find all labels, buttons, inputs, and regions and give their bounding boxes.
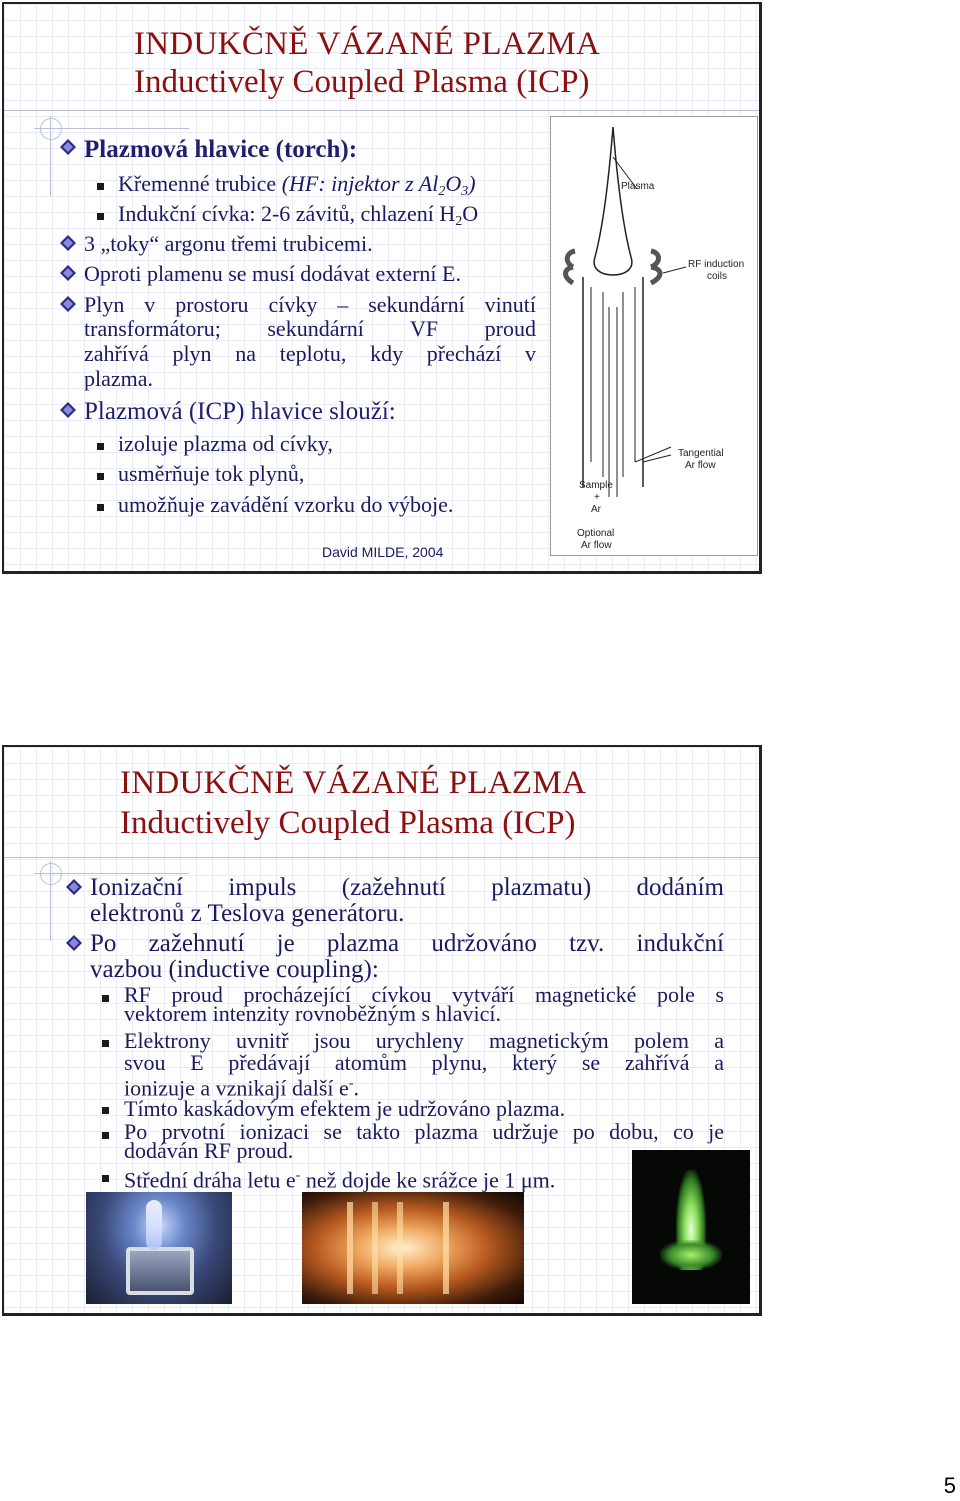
gas-text-line-4: plazma. (84, 366, 154, 391)
title-divider (4, 857, 762, 858)
gas-text-line-3: zahřívá plyn na teplotu, kdy přechází v (84, 341, 536, 366)
square-bullet-icon (102, 995, 109, 1002)
optional-label-line1: Optional (577, 528, 615, 539)
page-number: 5 (943, 1473, 956, 1498)
square-bullet-icon (102, 1040, 109, 1047)
square-bullet-icon (102, 1175, 109, 1182)
tangential-label-line1: Tangential (678, 448, 724, 459)
deco-ring (40, 118, 62, 140)
diamond-bullet-icon (60, 235, 76, 251)
square-bullet-icon (102, 1107, 109, 1114)
diamond-bullet-icon (60, 296, 76, 312)
footer-author: David MILDE, 2004 (322, 544, 444, 560)
diamond-bullet-icon (66, 879, 82, 895)
coil-right-bottom (651, 267, 660, 283)
slide-subtitle: Inductively Coupled Plasma (ICP) (120, 805, 576, 841)
torch-item-coil: Indukční cívka: 2-6 závitů, chlazení $H_2O$ (118, 201, 479, 229)
icp-torch-diagram (550, 116, 758, 556)
square-bullet-icon (97, 504, 104, 511)
optional-label-line2: Ar flow (581, 540, 612, 551)
square-bullet-icon (97, 213, 104, 220)
bullet-cascade: Tímto kaskádovým efektem je udržováno plazma. (124, 1096, 566, 1121)
serves-heading: Plazmová (ICP) hlavice slouží: (84, 398, 396, 425)
energy-text: Oproti plamenu se musí dodávat externí E. (84, 261, 461, 286)
slide-1 (2, 2, 762, 574)
square-bullet-icon (97, 473, 104, 480)
ionization-line-1: Ionizační impuls (zažehnutí plazmatu) dodáním (90, 874, 724, 901)
square-bullet-icon (97, 443, 104, 450)
coupling-line-1: Po zažehnutí je plazma udržováno tzv. indukční (90, 930, 724, 957)
serves-item: izoluje plazma od cívky, (118, 431, 333, 456)
torch-heading: Plazmová hlavice (torch): (84, 136, 358, 163)
serves-item: usměrňuje tok plynů, (118, 461, 305, 486)
coil-right-top (651, 251, 659, 267)
diamond-bullet-icon (66, 935, 82, 951)
bullet-rf-line-2: vektorem intenzity rovnoběžným s hlavicí. (124, 1001, 501, 1026)
induction-coil-glow-photo (302, 1192, 524, 1304)
coupling-line-2: vazbou (inductive coupling): (90, 956, 379, 983)
plasma-flame-shape (594, 127, 632, 275)
sample-label-line3: Ar (591, 504, 601, 515)
gas-text-line-1: Plyn v prostoru cívky – sekundární vinutí (84, 292, 536, 317)
title-divider (4, 110, 762, 111)
icp-torch-photo (86, 1192, 232, 1304)
deco-ring (40, 863, 62, 885)
diamond-bullet-icon (60, 265, 76, 281)
bullet-mean-free-path: Střední dráha letu e- než dojde ke srážce je 1 μm. (124, 1167, 556, 1193)
slide-subtitle: Inductively Coupled Plasma (ICP) (134, 64, 590, 100)
torch-item-quartz: Křemenné trubice (HF: injektor z $Al_2O_3$) (118, 171, 476, 199)
diamond-bullet-icon (60, 402, 76, 418)
gas-text-line-2: transformátoru; sekundární VF proud (84, 316, 536, 341)
sample-label-line2: + (594, 492, 600, 503)
coil-left-top (567, 251, 575, 267)
bullet-electrons-line-2: svou E předávají atomům plynu, který se zahřívá a (124, 1050, 724, 1075)
rf-coils-label-line2: coils (707, 271, 728, 282)
tangential-label-line2: Ar flow (685, 460, 716, 471)
green-plasma-photo (632, 1150, 750, 1304)
ionization-line-2: elektronů z Teslova generátoru. (90, 900, 405, 927)
bullet-duration-line-1: Po prvotní ionizaci se takto plazma udržuje po dobu, co je (124, 1119, 724, 1144)
slide-title: INDUKČNĚ VÁZANÉ PLAZMA (120, 765, 587, 801)
sample-label-line1: Sample (579, 480, 613, 491)
plasma-label: Plasma (621, 181, 655, 192)
rf-coils-label-line1: RF induction (688, 259, 745, 270)
bullet-rf-line-1: RF proud procházející cívkou vytváří magnetické pole s (124, 982, 724, 1007)
bullet-electrons-line-1: Elektrony uvnitř jsou urychleny magnetickým polem a (124, 1028, 724, 1053)
slide-title: INDUKČNĚ VÁZANÉ PLAZMA (134, 26, 601, 62)
bullet-electrons-line-3: ionizuje a vznikají další e-. (124, 1075, 359, 1101)
slide-2 (2, 745, 762, 1316)
coil-left-bottom (566, 267, 574, 283)
square-bullet-icon (102, 1132, 109, 1139)
square-bullet-icon (97, 183, 104, 190)
bullet-duration-line-2: dodáván RF proud. (124, 1138, 294, 1163)
serves-item: umožňuje zavádění vzorku do výboje. (118, 492, 454, 517)
flows-text: 3 „toky“ argonu třemi trubicemi. (84, 231, 373, 256)
diamond-bullet-icon (60, 139, 76, 155)
